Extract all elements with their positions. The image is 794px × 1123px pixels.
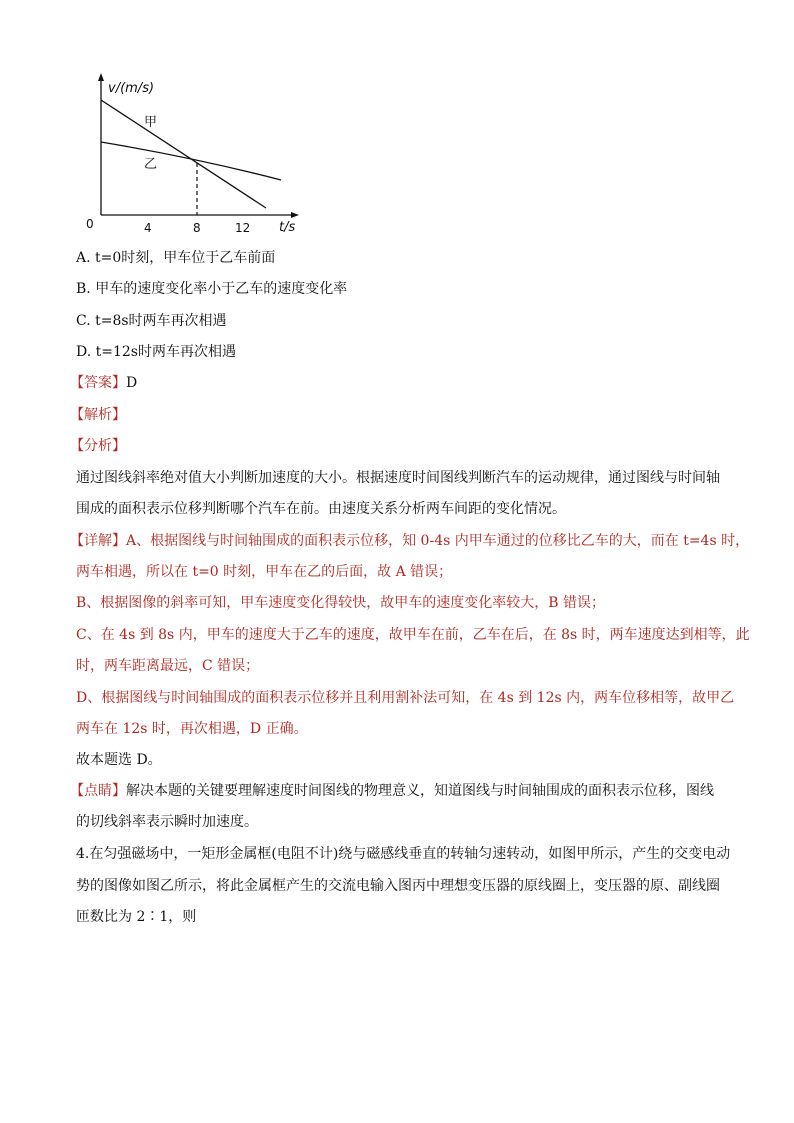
fenxi-label xyxy=(70,436,126,456)
analysis-label-text: 【解析】 xyxy=(70,407,126,423)
detail-text-1: A、根据图线与时间轴围成的面积表示位移，知 0-4s 内甲车通过的位移比乙车的大，而在 t=4s 时， xyxy=(126,533,750,549)
line-jia xyxy=(101,100,266,208)
y-axis-arrow xyxy=(98,73,104,81)
detail-line-3: B、根据图像的斜率可知，甲车速度变化得较快，故甲车的速度变化率较大，B 错误； xyxy=(76,595,606,611)
x-axis-label: t/s xyxy=(279,220,296,235)
x-axis-arrow xyxy=(291,212,299,218)
velocity-time-graph xyxy=(76,70,306,240)
answer-line xyxy=(70,373,137,393)
fenxi-line-2: 围成的面积表示位移判断哪个汽车在前。由速度关系分析两车间距的变化情况。 xyxy=(76,501,566,517)
answer-label: 【答案】 xyxy=(70,375,126,391)
dianjing-line-1 xyxy=(70,781,714,801)
detail-line-7: 两车在 12s 时，再次相遇，D 正确。 xyxy=(76,721,308,737)
detail-line-5: 时，两车距离最远，C 错误； xyxy=(76,658,260,674)
tick-12: 12 xyxy=(235,221,251,235)
origin-label: 0 xyxy=(86,217,94,231)
conclusion: 故本题选 D。 xyxy=(76,752,162,768)
question4-line-2: 势的图像如图乙所示，将此金属框产生的交流电输入图丙中理想变压器的原线圈上，变压器的原、副线圈 xyxy=(76,878,720,894)
question4-line-3: 匝数比为 2∶1，则 xyxy=(76,909,197,925)
detail-line-4: C、在 4s 到 8s 内，甲车的速度大于乙车的速度，故甲车在前，乙车在后，在 8s 时，两车速度达到相等，此 xyxy=(76,627,750,643)
detail-line-2: 两车相遇，所以在 t=0 时刻，甲车在乙的后面，故 A 错误； xyxy=(76,564,453,580)
y-axis-label: v/(m/s) xyxy=(108,81,155,96)
fenxi-line-1: 通过图线斜率绝对值大小判断加速度的大小。根据速度时间图线判断汽车的运动规律，通过图线与时间轴 xyxy=(76,470,720,486)
analysis-label xyxy=(70,405,126,425)
dianjing-text-1: 解决本题的关键要理解速度时间图线的物理意义，知道图线与时间轴围成的面积表示位移，图线 xyxy=(126,783,714,799)
dianjing-label: 【点睛】 xyxy=(70,783,126,799)
tick-4: 4 xyxy=(144,221,152,235)
option-c: C. t=8s时两车再次相遇 xyxy=(76,313,227,329)
detail-line-6: D、根据图线与时间轴围成的面积表示位移并且利用割补法可知，在 4s 到 12s 内，两车位移相等，故甲乙 xyxy=(76,690,735,706)
tick-8: 8 xyxy=(193,221,201,235)
graph-svg xyxy=(76,70,306,240)
line-yi xyxy=(101,142,281,180)
fenxi-label-text: 【分析】 xyxy=(70,438,126,454)
option-b: B. 甲车的速度变化率小于乙车的速度变化率 xyxy=(76,281,348,297)
detail-line-1 xyxy=(70,531,749,551)
dianjing-line-2: 的切线斜率表示瞬时加速度。 xyxy=(76,814,258,830)
option-a: A. t=0时刻，甲车位于乙车前面 xyxy=(76,250,276,266)
detail-label: 【详解】 xyxy=(70,533,126,549)
question4-line-1: 4.在匀强磁场中，一矩形金属框(电阻不计)绕与磁感线垂直的转轴匀速转动，如图甲所示，产生的交变电动 xyxy=(76,846,731,862)
option-d: D. t=12s时两车再次相遇 xyxy=(76,344,236,360)
label-jia: 甲 xyxy=(144,115,158,130)
label-yi: 乙 xyxy=(144,157,158,172)
answer-value: D xyxy=(126,375,138,391)
